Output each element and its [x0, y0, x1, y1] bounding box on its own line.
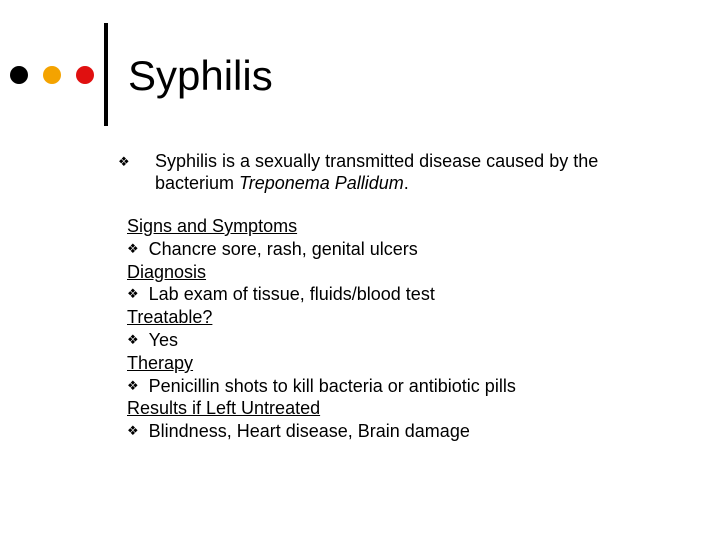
section-heading-signs: Signs and Symptoms: [127, 216, 298, 236]
orange-dot-icon: [43, 66, 61, 84]
section-item-treatable: [127, 329, 687, 352]
diamond-bullet-icon: ❖: [127, 240, 139, 256]
intro-text-end: .: [403, 173, 409, 193]
info-sections: [127, 215, 687, 443]
intro-text-species: Treponema Pallidum: [239, 173, 404, 193]
section-heading-treatable: Treatable?: [127, 307, 213, 328]
section-item-text: Blindness, Heart disease, Brain damage: [148, 421, 470, 442]
diamond-bullet-icon: ❖: [127, 286, 139, 302]
diamond-bullet-icon: ❖: [127, 377, 139, 393]
section-item-text: Yes: [148, 329, 179, 350]
section-heading-untreated: Results if Left Untreated: [127, 398, 321, 419]
red-dot-icon: [76, 66, 94, 84]
black-dot-icon: [10, 66, 28, 84]
intro-text: [155, 150, 678, 194]
section-heading-diagnosis: Diagnosis: [127, 261, 207, 282]
section-item-untreated: [127, 420, 687, 443]
section-item-signs: [127, 238, 687, 261]
section-item-therapy: [127, 375, 687, 398]
section-heading-therapy: Therapy: [127, 352, 194, 373]
decorative-dots: [10, 66, 109, 84]
section-item-text: Penicillin shots to kill bacteria or antibiotic pills: [148, 375, 516, 396]
diamond-bullet-icon: ❖: [127, 331, 139, 347]
section-item-diagnosis: [127, 283, 687, 306]
intro-text-main: Syphilis is a sexually transmitted disease caused by the bacterium: [155, 151, 599, 193]
title-divider-bar: [104, 23, 108, 126]
diamond-bullet-icon: ❖: [127, 423, 139, 439]
diamond-bullet-icon: ❖: [118, 154, 130, 169]
section-item-text: Lab exam of tissue, fluids/blood test: [148, 284, 435, 305]
intro-bullet: [118, 150, 678, 194]
slide-title: Syphilis: [128, 52, 273, 99]
section-item-text: Chancre sore, rash, genital ulcers: [148, 238, 418, 259]
